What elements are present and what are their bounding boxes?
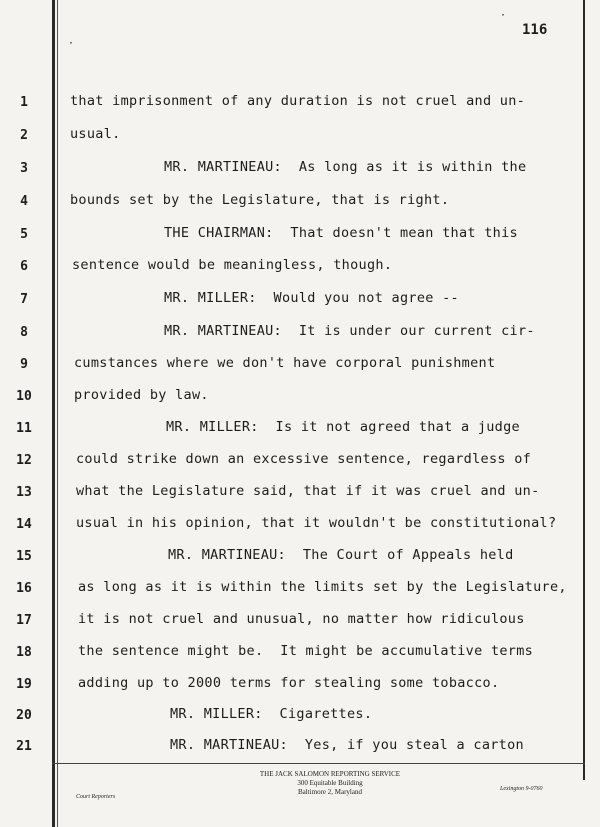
transcript-line: that imprisonment of any duration is not cruel and un- xyxy=(70,93,526,109)
transcript-line: MR. MILLER: Is it not agreed that a judge xyxy=(166,419,520,435)
line-number: 1 xyxy=(20,95,28,110)
transcript-line: MR. MILLER: Would you not agree -- xyxy=(164,290,459,306)
reporting-service-footer xyxy=(200,770,460,797)
right-margin-rule xyxy=(583,0,585,780)
transcript-line: THE CHAIRMAN: That doesn't mean that this xyxy=(164,225,518,241)
line-number: 19 xyxy=(16,677,32,692)
transcript-line: as long as it is within the limits set by the Legislature, xyxy=(78,579,567,595)
line-number: 9 xyxy=(20,357,28,372)
line-number: 15 xyxy=(16,549,32,564)
footer-service-name: THE JACK SALOMON REPORTING SERVICE xyxy=(259,770,401,778)
footer-city: Baltimore 2, Maryland xyxy=(298,788,362,796)
line-number: 14 xyxy=(16,517,32,532)
transcript-line: bounds set by the Legislature, that is right. xyxy=(70,192,450,208)
line-number: 5 xyxy=(20,227,28,242)
line-number: 3 xyxy=(20,161,28,176)
line-number: 10 xyxy=(16,389,32,404)
line-number: 4 xyxy=(20,194,28,209)
transcript-line: MR. MARTINEAU: As long as it is within the xyxy=(164,159,527,175)
line-number: 13 xyxy=(16,485,32,500)
transcript-line: MR. MARTINEAU: The Court of Appeals held xyxy=(168,547,514,563)
footer-building: 300 Equitable Building xyxy=(297,779,363,787)
transcript-line: what the Legislature said, that if it was cruel and un- xyxy=(76,483,540,499)
footer-phone: Lexington 9-0760 xyxy=(500,786,543,792)
footer-court-reporters: Court Reporters xyxy=(76,794,116,800)
line-number: 2 xyxy=(20,128,28,143)
line-number: 17 xyxy=(16,613,32,628)
line-number: 8 xyxy=(20,325,28,340)
transcript-line: usual. xyxy=(70,126,121,142)
transcript-line: it is not cruel and unusual, no matter how ridiculous xyxy=(78,611,525,627)
transcript-line: MR. MARTINEAU: It is under our current cir- xyxy=(164,323,535,339)
transcript-line: cumstances where we don't have corporal punishment xyxy=(74,355,496,371)
transcript-line: MR. MARTINEAU: Yes, if you steal a carton xyxy=(170,737,524,753)
transcript-line: could strike down an excessive sentence, regardless of xyxy=(76,451,532,467)
line-number: 6 xyxy=(20,259,28,274)
line-number: 11 xyxy=(16,421,32,436)
line-number: 12 xyxy=(16,453,32,468)
transcript-line: provided by law. xyxy=(74,387,209,403)
transcript-line: usual in his opinion, that it wouldn't be constitutional? xyxy=(76,515,557,531)
transcript-line: the sentence might be. It might be accumulative terms xyxy=(78,643,534,659)
line-number: 18 xyxy=(16,645,32,660)
transcript-line: MR. MILLER: Cigarettes. xyxy=(170,706,373,722)
line-number: 21 xyxy=(16,739,32,754)
left-margin-rule xyxy=(52,0,55,827)
left-margin-rule-inner xyxy=(57,0,58,827)
speck: · xyxy=(68,38,75,49)
line-number: 16 xyxy=(16,581,32,596)
line-number: 7 xyxy=(20,292,28,307)
bottom-rule xyxy=(52,763,585,764)
line-number: 20 xyxy=(16,708,32,723)
speck: · xyxy=(500,10,507,21)
transcript-line: adding up to 2000 terms for stealing some tobacco. xyxy=(78,675,500,691)
transcript-line: sentence would be meaningless, though. xyxy=(72,257,393,273)
page-number: 116 xyxy=(522,22,548,38)
